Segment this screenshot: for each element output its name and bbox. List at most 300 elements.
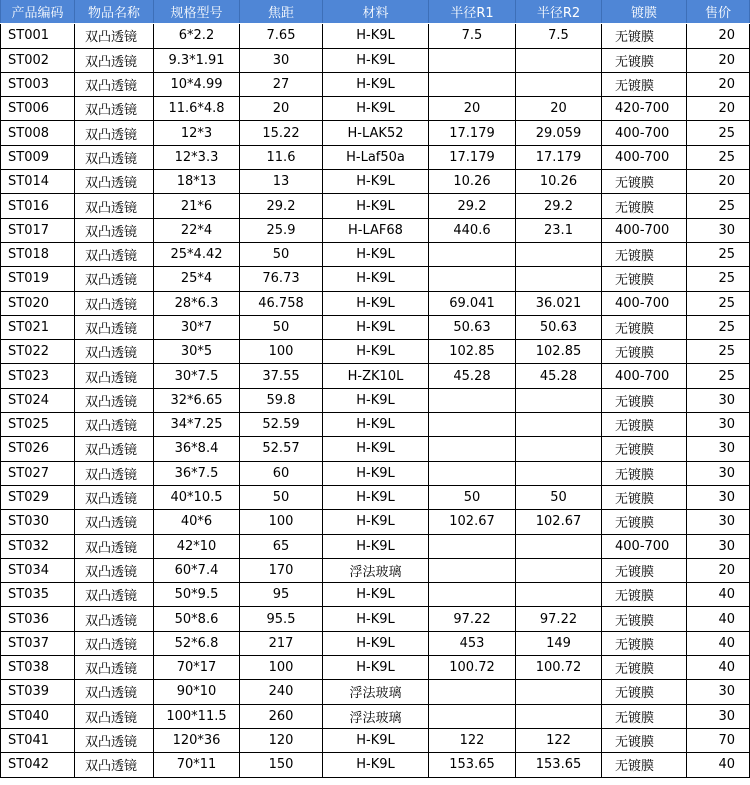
table-row[interactable] [1,656,750,680]
cell-focal-length[interactable]: 170 [240,558,323,582]
cell-spec-model[interactable]: 30*7.5 [154,364,240,388]
cell-price[interactable]: 25 [687,364,750,388]
cell-price[interactable]: 30 [687,218,750,242]
table-row[interactable] [1,364,750,388]
cell-coating[interactable]: 无镀膜 [602,413,687,437]
cell-material[interactable]: H-Laf50a [323,145,429,169]
cell-radius-r2[interactable]: 122 [516,728,602,752]
cell-spec-model[interactable]: 18*13 [154,170,240,194]
cell-product-code[interactable]: ST022 [1,340,75,364]
cell-spec-model[interactable]: 9.3*1.91 [154,48,240,72]
cell-spec-model[interactable]: 21*6 [154,194,240,218]
cell-focal-length[interactable]: 120 [240,728,323,752]
cell-radius-r1[interactable]: 440.6 [429,218,516,242]
cell-focal-length[interactable]: 217 [240,631,323,655]
cell-material[interactable]: H-K9L [323,72,429,96]
cell-product-code[interactable]: ST029 [1,485,75,509]
cell-focal-length[interactable]: 59.8 [240,388,323,412]
cell-price[interactable]: 30 [687,388,750,412]
cell-coating[interactable]: 400-700 [602,291,687,315]
cell-radius-r2[interactable] [516,461,602,485]
cell-item-name[interactable]: 双凸透镜 [75,145,154,169]
cell-product-code[interactable]: ST014 [1,170,75,194]
cell-radius-r1[interactable]: 69.041 [429,291,516,315]
cell-spec-model[interactable]: 30*7 [154,315,240,339]
cell-item-name[interactable]: 双凸透镜 [75,631,154,655]
cell-material[interactable]: H-K9L [323,631,429,655]
cell-focal-length[interactable]: 20 [240,97,323,121]
cell-material[interactable]: H-K9L [323,97,429,121]
cell-radius-r2[interactable]: 50 [516,485,602,509]
cell-product-code[interactable]: ST026 [1,437,75,461]
table-row[interactable] [1,583,750,607]
cell-price[interactable]: 30 [687,413,750,437]
cell-radius-r1[interactable]: 153.65 [429,753,516,777]
cell-product-code[interactable]: ST032 [1,534,75,558]
cell-item-name[interactable]: 双凸透镜 [75,291,154,315]
cell-material[interactable]: H-K9L [323,437,429,461]
cell-radius-r1[interactable]: 10.26 [429,170,516,194]
cell-coating[interactable]: 无镀膜 [602,437,687,461]
cell-material[interactable]: 浮法玻璃 [323,558,429,582]
cell-coating[interactable]: 无镀膜 [602,170,687,194]
cell-focal-length[interactable]: 50 [240,315,323,339]
cell-spec-model[interactable]: 42*10 [154,534,240,558]
cell-item-name[interactable]: 双凸透镜 [75,656,154,680]
cell-radius-r2[interactable] [516,388,602,412]
cell-material[interactable]: H-K9L [323,534,429,558]
cell-product-code[interactable]: ST027 [1,461,75,485]
cell-radius-r2[interactable]: 45.28 [516,364,602,388]
cell-radius-r2[interactable] [516,413,602,437]
cell-item-name[interactable]: 双凸透镜 [75,267,154,291]
cell-radius-r1[interactable]: 97.22 [429,607,516,631]
table-row[interactable] [1,242,750,266]
table-row[interactable] [1,291,750,315]
cell-radius-r1[interactable] [429,72,516,96]
cell-focal-length[interactable]: 76.73 [240,267,323,291]
cell-material[interactable]: H-K9L [323,48,429,72]
cell-price[interactable]: 40 [687,631,750,655]
cell-price[interactable]: 20 [687,97,750,121]
cell-item-name[interactable]: 双凸透镜 [75,583,154,607]
cell-spec-model[interactable]: 70*11 [154,753,240,777]
cell-price[interactable]: 25 [687,267,750,291]
cell-price[interactable]: 25 [687,194,750,218]
cell-price[interactable]: 20 [687,72,750,96]
table-row[interactable] [1,72,750,96]
cell-radius-r1[interactable]: 453 [429,631,516,655]
cell-spec-model[interactable]: 6*2.2 [154,24,240,48]
cell-coating[interactable]: 无镀膜 [602,340,687,364]
cell-product-code[interactable]: ST042 [1,753,75,777]
cell-product-code[interactable]: ST035 [1,583,75,607]
cell-price[interactable]: 25 [687,291,750,315]
table-row[interactable] [1,753,750,777]
cell-price[interactable]: 30 [687,437,750,461]
cell-coating[interactable]: 无镀膜 [602,728,687,752]
cell-material[interactable]: H-K9L [323,753,429,777]
cell-radius-r2[interactable]: 20 [516,97,602,121]
table-row[interactable] [1,510,750,534]
cell-radius-r1[interactable]: 17.179 [429,145,516,169]
cell-product-code[interactable]: ST041 [1,728,75,752]
table-row[interactable] [1,267,750,291]
cell-product-code[interactable]: ST009 [1,145,75,169]
cell-focal-length[interactable]: 52.57 [240,437,323,461]
cell-radius-r2[interactable] [516,534,602,558]
cell-product-code[interactable]: ST040 [1,704,75,728]
cell-coating[interactable]: 400-700 [602,218,687,242]
cell-focal-length[interactable]: 100 [240,510,323,534]
cell-radius-r1[interactable] [429,437,516,461]
cell-item-name[interactable]: 双凸透镜 [75,680,154,704]
cell-radius-r1[interactable]: 29.2 [429,194,516,218]
cell-price[interactable]: 25 [687,121,750,145]
table-row[interactable] [1,461,750,485]
cell-radius-r1[interactable]: 20 [429,97,516,121]
table-row[interactable] [1,437,750,461]
cell-radius-r2[interactable] [516,704,602,728]
cell-product-code[interactable]: ST006 [1,97,75,121]
cell-radius-r1[interactable] [429,558,516,582]
cell-material[interactable]: H-K9L [323,267,429,291]
table-row[interactable] [1,194,750,218]
cell-product-code[interactable]: ST017 [1,218,75,242]
cell-item-name[interactable]: 双凸透镜 [75,315,154,339]
cell-price[interactable]: 30 [687,461,750,485]
cell-radius-r1[interactable]: 122 [429,728,516,752]
cell-product-code[interactable]: ST001 [1,24,75,48]
cell-radius-r2[interactable] [516,242,602,266]
cell-item-name[interactable]: 双凸透镜 [75,607,154,631]
cell-item-name[interactable]: 双凸透镜 [75,170,154,194]
cell-item-name[interactable]: 双凸透镜 [75,704,154,728]
cell-coating[interactable]: 无镀膜 [602,315,687,339]
cell-item-name[interactable]: 双凸透镜 [75,485,154,509]
cell-price[interactable]: 25 [687,340,750,364]
cell-material[interactable]: H-K9L [323,194,429,218]
cell-spec-model[interactable]: 36*8.4 [154,437,240,461]
table-row[interactable] [1,680,750,704]
cell-radius-r2[interactable]: 100.72 [516,656,602,680]
cell-coating[interactable]: 无镀膜 [602,267,687,291]
cell-focal-length[interactable]: 150 [240,753,323,777]
table-row[interactable] [1,340,750,364]
cell-item-name[interactable]: 双凸透镜 [75,72,154,96]
cell-focal-length[interactable]: 260 [240,704,323,728]
cell-focal-length[interactable]: 11.6 [240,145,323,169]
cell-product-code[interactable]: ST002 [1,48,75,72]
cell-radius-r1[interactable] [429,704,516,728]
cell-focal-length[interactable]: 50 [240,242,323,266]
cell-spec-model[interactable]: 90*10 [154,680,240,704]
cell-price[interactable]: 20 [687,24,750,48]
cell-coating[interactable]: 无镀膜 [602,583,687,607]
cell-focal-length[interactable]: 100 [240,656,323,680]
cell-focal-length[interactable]: 37.55 [240,364,323,388]
cell-material[interactable]: H-K9L [323,170,429,194]
cell-spec-model[interactable]: 40*6 [154,510,240,534]
cell-item-name[interactable]: 双凸透镜 [75,218,154,242]
cell-radius-r2[interactable] [516,680,602,704]
cell-price[interactable]: 40 [687,607,750,631]
cell-coating[interactable]: 无镀膜 [602,461,687,485]
cell-item-name[interactable]: 双凸透镜 [75,558,154,582]
table-row[interactable] [1,121,750,145]
cell-focal-length[interactable]: 46.758 [240,291,323,315]
cell-price[interactable]: 20 [687,558,750,582]
cell-product-code[interactable]: ST036 [1,607,75,631]
cell-focal-length[interactable]: 95.5 [240,607,323,631]
cell-radius-r1[interactable] [429,413,516,437]
cell-material[interactable]: 浮法玻璃 [323,680,429,704]
cell-price[interactable]: 30 [687,485,750,509]
cell-radius-r2[interactable]: 102.85 [516,340,602,364]
cell-material[interactable]: H-K9L [323,242,429,266]
cell-focal-length[interactable]: 29.2 [240,194,323,218]
cell-price[interactable]: 40 [687,583,750,607]
cell-coating[interactable]: 无镀膜 [602,388,687,412]
cell-radius-r1[interactable]: 17.179 [429,121,516,145]
cell-price[interactable]: 40 [687,753,750,777]
cell-material[interactable]: H-K9L [323,461,429,485]
cell-spec-model[interactable]: 28*6.3 [154,291,240,315]
cell-radius-r1[interactable]: 45.28 [429,364,516,388]
cell-radius-r2[interactable]: 29.059 [516,121,602,145]
cell-coating[interactable]: 无镀膜 [602,24,687,48]
cell-material[interactable]: H-K9L [323,607,429,631]
cell-spec-model[interactable]: 70*17 [154,656,240,680]
cell-product-code[interactable]: ST021 [1,315,75,339]
table-row[interactable] [1,218,750,242]
cell-product-code[interactable]: ST037 [1,631,75,655]
cell-material[interactable]: H-K9L [323,656,429,680]
cell-focal-length[interactable]: 7.65 [240,24,323,48]
cell-focal-length[interactable]: 15.22 [240,121,323,145]
table-row[interactable] [1,607,750,631]
cell-radius-r2[interactable]: 10.26 [516,170,602,194]
cell-material[interactable]: H-LAK52 [323,121,429,145]
cell-radius-r2[interactable]: 50.63 [516,315,602,339]
cell-radius-r2[interactable]: 102.67 [516,510,602,534]
cell-focal-length[interactable]: 100 [240,340,323,364]
cell-product-code[interactable]: ST018 [1,242,75,266]
cell-item-name[interactable]: 双凸透镜 [75,194,154,218]
cell-coating[interactable]: 无镀膜 [602,704,687,728]
cell-item-name[interactable]: 双凸透镜 [75,121,154,145]
cell-radius-r2[interactable] [516,437,602,461]
cell-coating[interactable]: 无镀膜 [602,656,687,680]
cell-item-name[interactable]: 双凸透镜 [75,24,154,48]
cell-focal-length[interactable]: 25.9 [240,218,323,242]
cell-radius-r1[interactable] [429,461,516,485]
cell-item-name[interactable]: 双凸透镜 [75,753,154,777]
cell-material[interactable]: H-K9L [323,24,429,48]
cell-spec-model[interactable]: 11.6*4.8 [154,97,240,121]
cell-material[interactable]: H-K9L [323,728,429,752]
cell-product-code[interactable]: ST016 [1,194,75,218]
cell-radius-r1[interactable] [429,583,516,607]
cell-radius-r1[interactable] [429,242,516,266]
table-row[interactable] [1,388,750,412]
cell-radius-r1[interactable]: 102.85 [429,340,516,364]
cell-material[interactable]: H-K9L [323,510,429,534]
cell-item-name[interactable]: 双凸透镜 [75,364,154,388]
cell-product-code[interactable]: ST003 [1,72,75,96]
cell-item-name[interactable]: 双凸透镜 [75,461,154,485]
cell-focal-length[interactable]: 95 [240,583,323,607]
cell-item-name[interactable]: 双凸透镜 [75,97,154,121]
cell-coating[interactable]: 无镀膜 [602,680,687,704]
table-row[interactable] [1,704,750,728]
cell-product-code[interactable]: ST020 [1,291,75,315]
cell-price[interactable]: 25 [687,242,750,266]
cell-product-code[interactable]: ST034 [1,558,75,582]
cell-product-code[interactable]: ST039 [1,680,75,704]
cell-radius-r1[interactable]: 50 [429,485,516,509]
cell-focal-length[interactable]: 60 [240,461,323,485]
cell-spec-model[interactable]: 50*9.5 [154,583,240,607]
cell-product-code[interactable]: ST008 [1,121,75,145]
cell-material[interactable]: H-LAF68 [323,218,429,242]
cell-focal-length[interactable]: 65 [240,534,323,558]
cell-spec-model[interactable]: 22*4 [154,218,240,242]
cell-price[interactable]: 20 [687,170,750,194]
table-row[interactable] [1,631,750,655]
cell-spec-model[interactable]: 10*4.99 [154,72,240,96]
cell-spec-model[interactable]: 30*5 [154,340,240,364]
cell-coating[interactable]: 无镀膜 [602,194,687,218]
cell-radius-r1[interactable]: 7.5 [429,24,516,48]
cell-radius-r1[interactable] [429,267,516,291]
cell-coating[interactable]: 无镀膜 [602,607,687,631]
table-row[interactable] [1,413,750,437]
cell-material[interactable]: H-K9L [323,485,429,509]
cell-product-code[interactable]: ST023 [1,364,75,388]
cell-material[interactable]: H-ZK10L [323,364,429,388]
cell-material[interactable]: H-K9L [323,315,429,339]
table-row[interactable] [1,728,750,752]
cell-coating[interactable]: 无镀膜 [602,48,687,72]
cell-price[interactable]: 30 [687,534,750,558]
cell-focal-length[interactable]: 50 [240,485,323,509]
table-row[interactable] [1,24,750,48]
cell-item-name[interactable]: 双凸透镜 [75,413,154,437]
table-row[interactable] [1,315,750,339]
cell-radius-r1[interactable]: 102.67 [429,510,516,534]
cell-material[interactable]: H-K9L [323,388,429,412]
cell-coating[interactable]: 无镀膜 [602,558,687,582]
cell-radius-r2[interactable]: 29.2 [516,194,602,218]
cell-spec-model[interactable]: 12*3 [154,121,240,145]
cell-spec-model[interactable]: 60*7.4 [154,558,240,582]
table-row[interactable] [1,170,750,194]
cell-radius-r2[interactable] [516,72,602,96]
cell-product-code[interactable]: ST030 [1,510,75,534]
table-row[interactable] [1,485,750,509]
cell-coating[interactable]: 420-700 [602,97,687,121]
cell-radius-r1[interactable] [429,388,516,412]
cell-material[interactable]: H-K9L [323,413,429,437]
table-row[interactable] [1,97,750,121]
cell-radius-r2[interactable] [516,267,602,291]
cell-coating[interactable]: 无镀膜 [602,485,687,509]
cell-spec-model[interactable]: 120*36 [154,728,240,752]
cell-focal-length[interactable]: 27 [240,72,323,96]
cell-price[interactable]: 20 [687,48,750,72]
cell-radius-r1[interactable] [429,680,516,704]
cell-item-name[interactable]: 双凸透镜 [75,340,154,364]
cell-coating[interactable]: 无镀膜 [602,753,687,777]
cell-spec-model[interactable]: 40*10.5 [154,485,240,509]
cell-spec-model[interactable]: 50*8.6 [154,607,240,631]
cell-product-code[interactable]: ST019 [1,267,75,291]
cell-radius-r2[interactable]: 149 [516,631,602,655]
cell-spec-model[interactable]: 32*6.65 [154,388,240,412]
cell-price[interactable]: 70 [687,728,750,752]
cell-price[interactable]: 25 [687,145,750,169]
cell-radius-r1[interactable] [429,48,516,72]
cell-spec-model[interactable]: 25*4.42 [154,242,240,266]
cell-radius-r2[interactable]: 153.65 [516,753,602,777]
cell-spec-model[interactable]: 100*11.5 [154,704,240,728]
cell-item-name[interactable]: 双凸透镜 [75,388,154,412]
cell-material[interactable]: H-K9L [323,291,429,315]
cell-coating[interactable]: 无镀膜 [602,242,687,266]
cell-spec-model[interactable]: 52*6.8 [154,631,240,655]
cell-coating[interactable]: 400-700 [602,364,687,388]
cell-focal-length[interactable]: 52.59 [240,413,323,437]
cell-coating[interactable]: 400-700 [602,534,687,558]
cell-focal-length[interactable]: 30 [240,48,323,72]
cell-material[interactable]: H-K9L [323,340,429,364]
table-row[interactable] [1,558,750,582]
cell-item-name[interactable]: 双凸透镜 [75,728,154,752]
cell-item-name[interactable]: 双凸透镜 [75,437,154,461]
cell-price[interactable]: 30 [687,680,750,704]
cell-coating[interactable]: 无镀膜 [602,510,687,534]
cell-radius-r1[interactable]: 50.63 [429,315,516,339]
cell-radius-r2[interactable] [516,583,602,607]
cell-coating[interactable]: 无镀膜 [602,631,687,655]
cell-spec-model[interactable]: 36*7.5 [154,461,240,485]
cell-price[interactable]: 30 [687,510,750,534]
cell-radius-r2[interactable]: 17.179 [516,145,602,169]
cell-spec-model[interactable]: 34*7.25 [154,413,240,437]
cell-radius-r2[interactable] [516,558,602,582]
cell-focal-length[interactable]: 13 [240,170,323,194]
cell-coating[interactable]: 400-700 [602,121,687,145]
cell-coating[interactable]: 400-700 [602,145,687,169]
cell-spec-model[interactable]: 25*4 [154,267,240,291]
cell-coating[interactable]: 无镀膜 [602,72,687,96]
cell-material[interactable]: H-K9L [323,583,429,607]
table-row[interactable] [1,534,750,558]
cell-radius-r2[interactable]: 36.021 [516,291,602,315]
cell-product-code[interactable]: ST025 [1,413,75,437]
cell-radius-r2[interactable]: 23.1 [516,218,602,242]
cell-radius-r2[interactable] [516,48,602,72]
cell-radius-r2[interactable]: 97.22 [516,607,602,631]
cell-item-name[interactable]: 双凸透镜 [75,510,154,534]
cell-price[interactable]: 25 [687,315,750,339]
cell-material[interactable]: 浮法玻璃 [323,704,429,728]
cell-spec-model[interactable]: 12*3.3 [154,145,240,169]
table-row[interactable] [1,48,750,72]
cell-radius-r1[interactable] [429,534,516,558]
table-row[interactable] [1,145,750,169]
